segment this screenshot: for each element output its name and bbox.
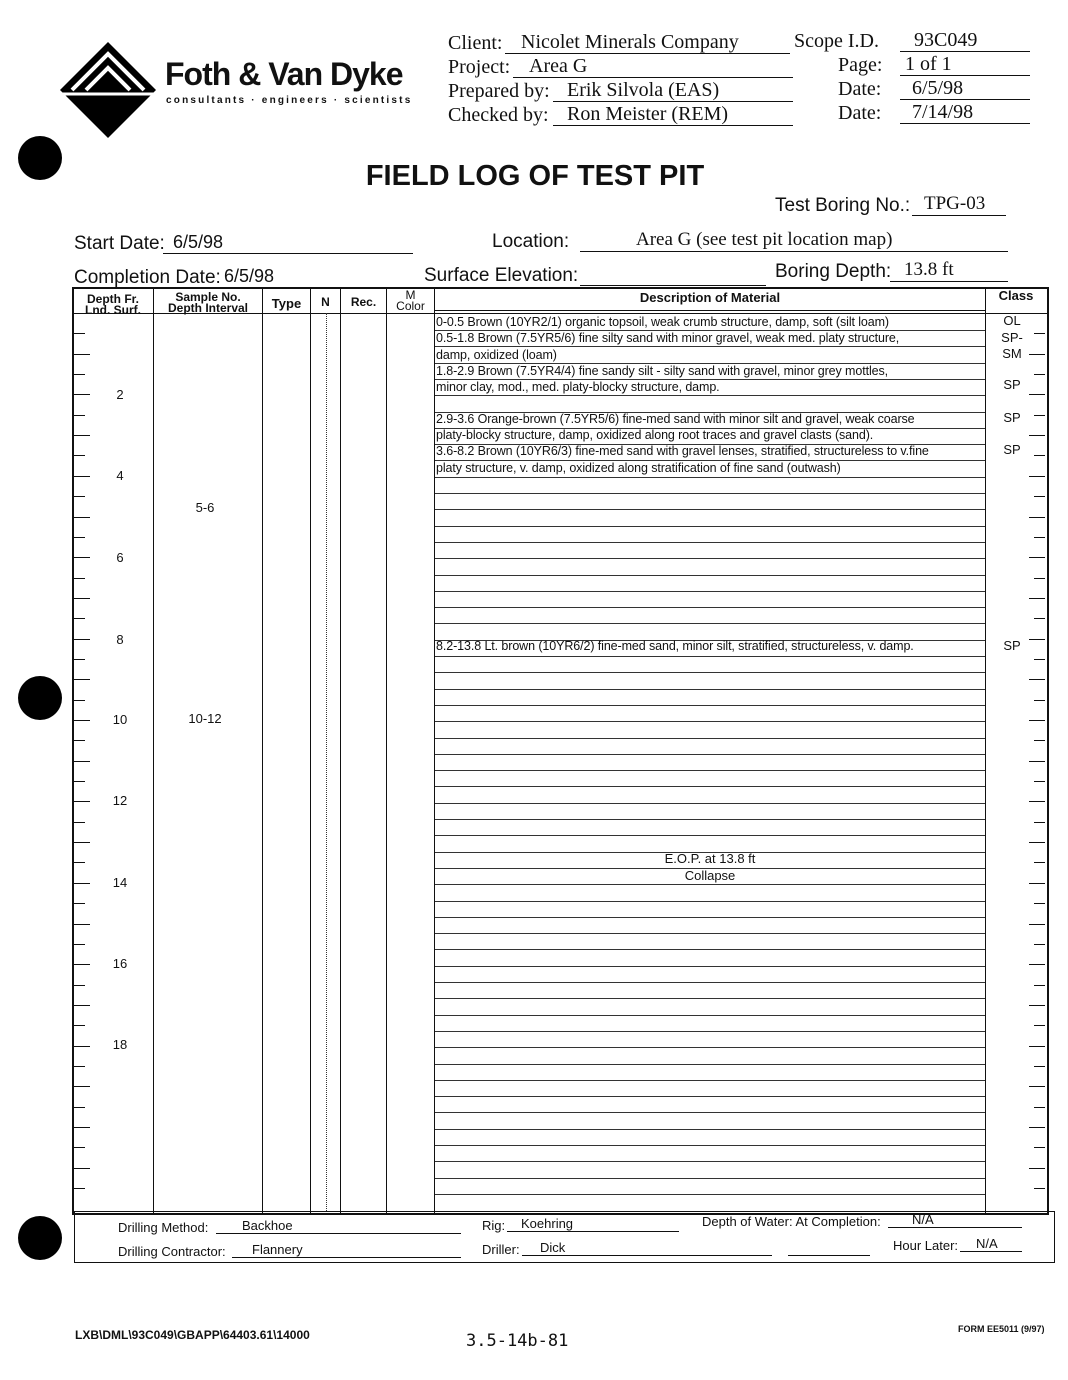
ruler-tick — [1034, 659, 1045, 660]
ruler-tick — [1034, 333, 1045, 334]
ruled-line — [435, 884, 985, 885]
start-date-value: 6/5/98 — [163, 231, 413, 254]
ruler-tick — [74, 1127, 90, 1128]
ruler-tick — [74, 781, 85, 782]
depth-mark: 2 — [116, 387, 124, 402]
ruled-line — [435, 607, 985, 608]
punch-hole — [18, 136, 62, 180]
ruler-tick — [74, 720, 90, 721]
ruled-line — [435, 493, 985, 494]
col-line — [434, 287, 435, 1213]
ruler-tick — [74, 476, 90, 477]
client-label: Client: — [448, 32, 503, 54]
ruler-tick — [1034, 1025, 1045, 1026]
ruled-line — [435, 835, 985, 836]
description-text: 0-0.5 Brown (10YR2/1) organic topsoil, weak crumb structure, damp, soft (silt loam) — [436, 315, 889, 329]
ruler-tick — [1029, 557, 1045, 558]
date-label: Date: — [838, 78, 882, 100]
ruler-tick — [1029, 842, 1045, 843]
ruler-tick — [74, 822, 85, 823]
description-header-line — [435, 310, 985, 311]
ruler-tick — [1034, 781, 1045, 782]
ruled-line — [435, 395, 985, 396]
ruler-tick — [1034, 1107, 1045, 1108]
col-line — [262, 287, 263, 1213]
ruler-tick — [74, 394, 90, 395]
ruled-line — [435, 591, 985, 592]
ruled-line — [435, 1112, 985, 1113]
ruler-tick — [1034, 578, 1045, 579]
page-title: FIELD LOG OF TEST PIT — [365, 160, 705, 192]
color-column-header — [387, 290, 434, 312]
rec-column-header: Rec. — [350, 295, 377, 309]
ruler-tick — [74, 415, 85, 416]
ruler-tick — [74, 1005, 90, 1006]
ruler-tick — [74, 537, 85, 538]
class-value: SP- — [1001, 330, 1023, 345]
ruler-tick — [74, 679, 90, 680]
sample-interval: 10-12 — [188, 711, 222, 726]
ruled-line — [435, 819, 985, 820]
client-value: Nicolet Minerals Company — [505, 31, 790, 54]
ruled-line — [435, 1194, 985, 1195]
boring-no-label: Test Boring No.: — [775, 195, 911, 216]
ruler-tick — [1029, 761, 1045, 762]
ruler-tick — [74, 435, 90, 436]
ruler-tick — [74, 1066, 85, 1067]
ruler-tick — [1029, 639, 1045, 640]
depth-mark: 18 — [112, 1037, 128, 1052]
checked-date-label: Date: — [838, 102, 882, 124]
date-value: 6/5/98 — [900, 77, 1030, 100]
ruler-tick — [1029, 720, 1045, 721]
description-text: platy-blocky structure, damp, oxidized along root traces and gravel clasts (sand). — [436, 428, 874, 442]
ruled-line — [435, 933, 985, 934]
ruler-tick — [74, 985, 85, 986]
ruler-tick — [74, 578, 85, 579]
ruled-line — [435, 1145, 985, 1146]
ruler-tick — [1029, 1005, 1045, 1006]
description-text: 3.6-8.2 Brown (10YR6/3) fine-med sand with gravel lenses, stratified, structureless to v.fine — [436, 444, 929, 458]
ruled-line — [435, 998, 985, 999]
ruler-tick — [74, 639, 90, 640]
end-of-pit-note: E.O.P. at 13.8 ft — [664, 851, 756, 866]
ruled-line — [435, 509, 985, 510]
checked-label: Checked by: — [448, 104, 549, 126]
ruled-line — [435, 982, 985, 983]
drilling-method-label: Drilling Method: — [118, 1220, 209, 1235]
ruled-line — [435, 721, 985, 722]
ruler-tick — [1029, 679, 1045, 680]
ruler-tick — [74, 801, 90, 802]
page-value: 1 of 1 — [900, 53, 1030, 76]
log-table — [72, 287, 1049, 1215]
prepared-value: Erik Silvola (EAS) — [553, 79, 793, 102]
description-text: 0.5-1.8 Brown (7.5YR5/6) fine silty sand with minor gravel, weak med. platy structure, — [436, 331, 900, 345]
ruler-tick — [74, 1147, 85, 1148]
ruled-line — [435, 754, 985, 755]
ruler-tick — [1029, 517, 1045, 518]
ruler-tick — [74, 1168, 90, 1169]
rig-label: Rig: — [482, 1218, 506, 1233]
ruler-tick — [1034, 455, 1045, 456]
ruler-tick — [1034, 1147, 1045, 1148]
ruled-line — [435, 689, 985, 690]
ruled-line — [435, 901, 985, 902]
ruler-tick — [74, 903, 85, 904]
col-line — [386, 287, 387, 1213]
driller-value: Dick — [522, 1240, 772, 1256]
hour-later-value: N/A — [960, 1236, 1022, 1252]
ruler-tick — [74, 883, 90, 884]
color-column-header-line1: M — [405, 288, 416, 302]
ruled-line — [435, 672, 985, 673]
ruled-line — [435, 1080, 985, 1081]
description-text: platy structure, v. damp, oxidized along stratification of fine sand (outwash) — [436, 461, 841, 475]
ruler-tick — [74, 455, 85, 456]
depth-column-header — [72, 294, 154, 316]
ruler-tick — [1034, 903, 1045, 904]
ruler-tick — [1034, 985, 1045, 986]
ruler-tick — [74, 1086, 90, 1087]
ruled-line — [435, 966, 985, 967]
rig-value: Koehring — [507, 1216, 679, 1232]
ruled-line — [435, 1031, 985, 1032]
ruled-line — [435, 623, 985, 624]
boring-depth-value: 13.8 ft — [890, 259, 1008, 282]
ruler-tick — [1029, 598, 1045, 599]
depth-mark: 6 — [116, 550, 124, 565]
col-line-dotted — [326, 313, 327, 1211]
ruled-line — [435, 770, 985, 771]
drilling-method-value: Backhoe — [216, 1218, 461, 1234]
ruler-tick — [74, 374, 85, 375]
depth-mark: 12 — [112, 793, 128, 808]
completion-date-value: 6/5/98 — [220, 265, 413, 288]
start-date-label: Start Date: — [74, 233, 165, 254]
project-label: Project: — [448, 56, 511, 78]
depth-mark: 10 — [112, 712, 128, 727]
depth-mark: 16 — [112, 956, 128, 971]
class-value: SP — [1003, 410, 1021, 425]
ruled-line — [435, 558, 985, 559]
description-text: 1.8-2.9 Brown (7.5YR4/4) fine sandy silt - silty sand with gravel, minor grey mottles, — [436, 364, 889, 378]
project-value: Area G — [513, 55, 793, 78]
ruler-tick — [1034, 618, 1045, 619]
surface-elevation-value — [580, 263, 766, 286]
ruler-tick — [1029, 435, 1045, 436]
scope-label: Scope I.D. — [794, 30, 879, 52]
sample-column-header — [154, 292, 262, 314]
form-number: FORM EE5011 (9/97) — [958, 1324, 1045, 1334]
ruler-tick — [1029, 801, 1045, 802]
depth-column-header-line1: Depth Fr. — [86, 292, 139, 306]
location-value: Area G (see test pit location map) — [580, 229, 1008, 252]
ruled-line — [435, 1129, 985, 1130]
ruled-line — [435, 917, 985, 918]
ruler-tick — [1034, 822, 1045, 823]
ruler-tick — [74, 354, 90, 355]
ruler-tick — [74, 1188, 85, 1189]
water-completion-value: N/A — [888, 1212, 1022, 1228]
ruler-tick — [1034, 740, 1045, 741]
ruler-tick — [74, 1107, 85, 1108]
ruler-tick — [74, 659, 85, 660]
class-value: SM — [1002, 346, 1022, 361]
class-value: SP — [1003, 442, 1021, 457]
ruler-tick — [1029, 924, 1045, 925]
hour-later-label: Hour Later: — [893, 1238, 959, 1253]
depth-mark: 14 — [112, 875, 128, 890]
ruler-tick — [1034, 537, 1045, 538]
description-text: 2.9-3.6 Orange-brown (7.5YR5/6) fine-med sand with minor silt and gravel, weak coarse — [436, 412, 915, 426]
document-path: LXB\DML\93C049\GBAPP\64403.61\14000 — [75, 1328, 310, 1342]
ruler-tick — [1034, 944, 1045, 945]
ruled-line — [435, 1096, 985, 1097]
depth-mark: 4 — [116, 468, 124, 483]
ruler-tick — [74, 517, 90, 518]
sample-interval: 5-6 — [195, 500, 215, 515]
ruler-tick — [1029, 394, 1045, 395]
drilling-contractor-label: Drilling Contractor: — [118, 1244, 226, 1259]
ruled-line — [435, 738, 985, 739]
ruled-line — [435, 803, 985, 804]
ruled-line — [435, 656, 985, 657]
page-code: 3.5-14b-81 — [466, 1331, 569, 1351]
company-logo-icon — [58, 40, 158, 140]
type-column-header: Type — [271, 296, 302, 311]
col-line — [153, 287, 154, 1213]
ruled-line — [435, 1161, 985, 1162]
end-of-pit-collapse: Collapse — [684, 868, 736, 883]
ruled-line — [435, 1047, 985, 1048]
boring-no-value: TPG-03 — [912, 193, 1006, 216]
location-label: Location: — [492, 231, 570, 252]
ruler-tick — [74, 761, 90, 762]
ruled-line — [435, 477, 985, 478]
ruled-line — [435, 542, 985, 543]
col-line — [310, 287, 311, 1213]
ruler-tick — [1029, 476, 1045, 477]
ruler-tick — [1034, 496, 1045, 497]
surface-elevation-label: Surface Elevation: — [424, 265, 579, 286]
ruled-line — [435, 1015, 985, 1016]
ruled-line — [435, 1064, 985, 1065]
class-value: SP — [1003, 638, 1021, 653]
ruled-line — [435, 1178, 985, 1179]
ruler-tick — [1029, 354, 1045, 355]
sample-column-header-line1: Sample No. — [175, 290, 241, 304]
company-tagline: consultants · engineers · scientists — [166, 95, 413, 106]
color-column-header-line2: Color — [396, 299, 425, 313]
page-label: Page: — [838, 54, 883, 76]
col-line — [985, 287, 986, 1213]
ruled-line — [435, 575, 985, 576]
description-text: minor clay, mod., med. platy-blocky structure, damp. — [436, 380, 720, 394]
water-completion-label: Depth of Water: At Completion: — [702, 1214, 881, 1229]
ruler-tick — [1034, 1188, 1045, 1189]
ruled-line — [435, 705, 985, 706]
boring-depth-label: Boring Depth: — [775, 261, 892, 282]
ruler-tick — [1034, 1066, 1045, 1067]
ruler-tick — [74, 964, 90, 965]
ruler-tick — [1034, 700, 1045, 701]
driller-extra-line — [788, 1255, 870, 1256]
prepared-label: Prepared by: — [448, 80, 550, 102]
ruler-tick — [1029, 883, 1045, 884]
ruler-tick — [1029, 964, 1045, 965]
ruler-tick — [74, 944, 85, 945]
ruler-tick — [1029, 1046, 1045, 1047]
description-text: 8.2-13.8 Lt. brown (10YR6/2) fine-med sand, minor silt, stratified, structureless, v. damp. — [436, 639, 914, 653]
drilling-contractor-value: Flannery — [232, 1242, 461, 1258]
ruler-tick — [74, 700, 85, 701]
ruler-tick — [1029, 1168, 1045, 1169]
ruler-tick — [74, 557, 90, 558]
punch-hole — [18, 1216, 62, 1260]
ruler-tick — [74, 862, 85, 863]
checked-date-value: 7/14/98 — [900, 101, 1030, 124]
scope-value: 93C049 — [900, 29, 1030, 52]
ruler-tick — [1034, 415, 1045, 416]
ruler-tick — [74, 1025, 85, 1026]
depth-mark: 8 — [116, 632, 124, 647]
ruler-tick — [74, 924, 90, 925]
ruler-tick — [74, 598, 90, 599]
checked-value: Ron Meister (REM) — [553, 103, 793, 126]
ruled-line — [435, 786, 985, 787]
ruler-tick — [1034, 374, 1045, 375]
ruler-tick — [1034, 862, 1045, 863]
ruler-tick — [74, 333, 85, 334]
ruler-tick — [1029, 1127, 1045, 1128]
n-column-header: N — [321, 295, 330, 309]
class-column-header: Class — [998, 288, 1034, 303]
ruler-tick — [74, 618, 85, 619]
depth-column-header-line2: Lnd. Surf. — [85, 303, 141, 317]
company-name: Foth & Van Dyke — [165, 56, 403, 92]
punch-hole — [18, 676, 62, 720]
class-value: OL — [1003, 313, 1021, 328]
sample-column-header-line2: Depth Interval — [167, 301, 248, 315]
ruled-line — [435, 949, 985, 950]
ruler-tick — [1029, 1086, 1045, 1087]
driller-label: Driller: — [482, 1242, 520, 1257]
ruler-tick — [74, 496, 85, 497]
description-text: damp, oxidized (loam) — [436, 348, 557, 362]
completion-date-label: Completion Date: — [74, 267, 221, 288]
ruler-tick — [74, 842, 90, 843]
col-line — [340, 287, 341, 1213]
class-value: SP — [1003, 377, 1021, 392]
description-column-header: Description of Material — [639, 290, 781, 305]
ruled-line — [435, 526, 985, 527]
ruler-tick — [74, 740, 85, 741]
ruler-tick — [74, 1046, 90, 1047]
